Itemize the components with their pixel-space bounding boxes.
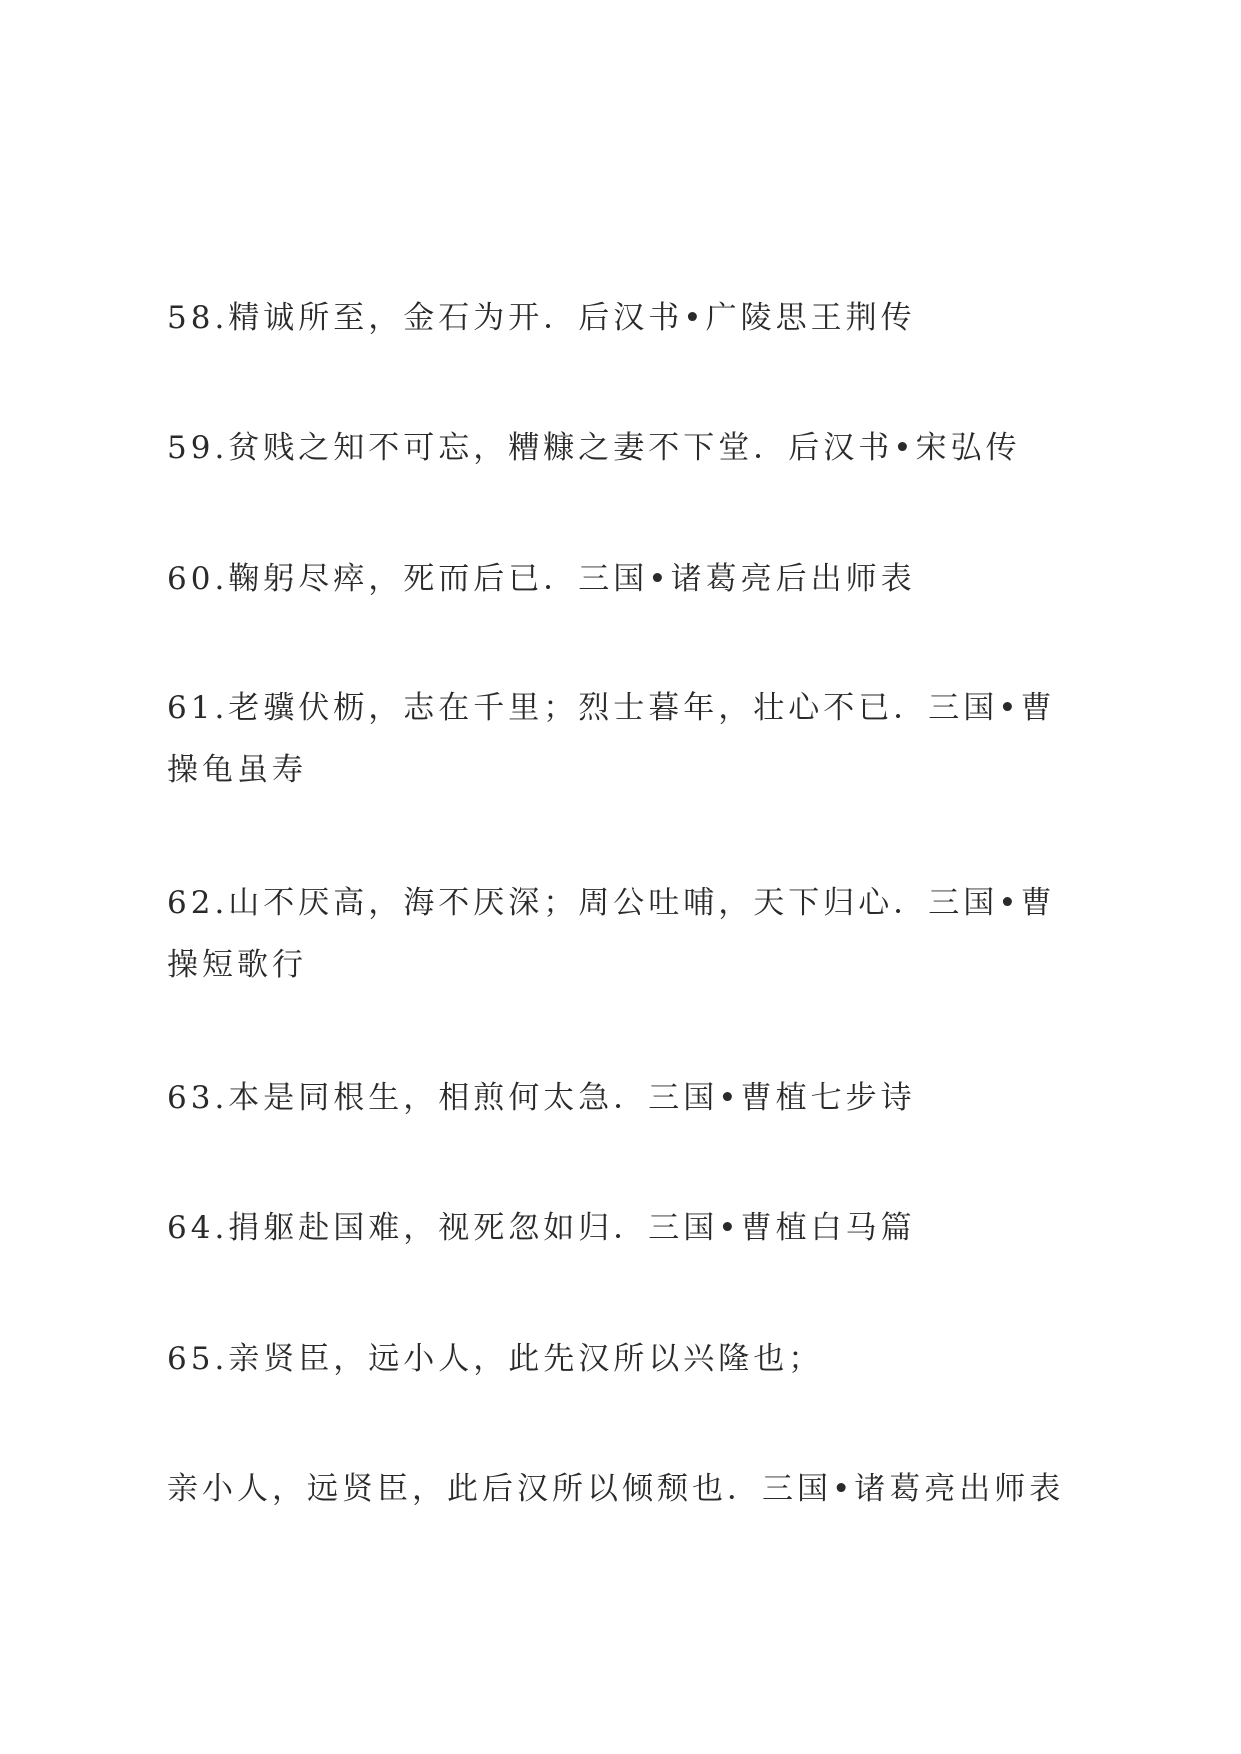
quote-61: 61.老骥伏枥，志在千里；烈士暮年，壮心不已．三国•曹操龟虽寿 — [167, 690, 1056, 788]
quote-65-part-2: 亲小人，远贤臣，此后汉所以倾颓也．三国•诸葛亮出师表 — [167, 1471, 1065, 1507]
quote-63: 63.本是同根生，相煎何太急．三国•曹植七步诗 — [167, 1080, 916, 1116]
quote-65-part-1: 65.亲贤臣，远小人，此先汉所以兴隆也； — [167, 1341, 824, 1377]
quote-59: 59.贫贱之知不可忘，糟糠之妻不下堂．后汉书•宋弘传 — [167, 430, 1021, 466]
quote-64: 64.捐躯赴国难，视死忽如归．三国•曹植白马篇 — [167, 1210, 916, 1246]
quote-58: 58.精诚所至，金石为开．后汉书•广陵思王荆传 — [167, 300, 916, 336]
quote-62: 62.山不厌高，海不厌深；周公吐哺，天下归心．三国•曹操短歌行 — [167, 885, 1056, 983]
quote-60: 60.鞠躬尽瘁，死而后已．三国•诸葛亮后出师表 — [167, 561, 916, 597]
